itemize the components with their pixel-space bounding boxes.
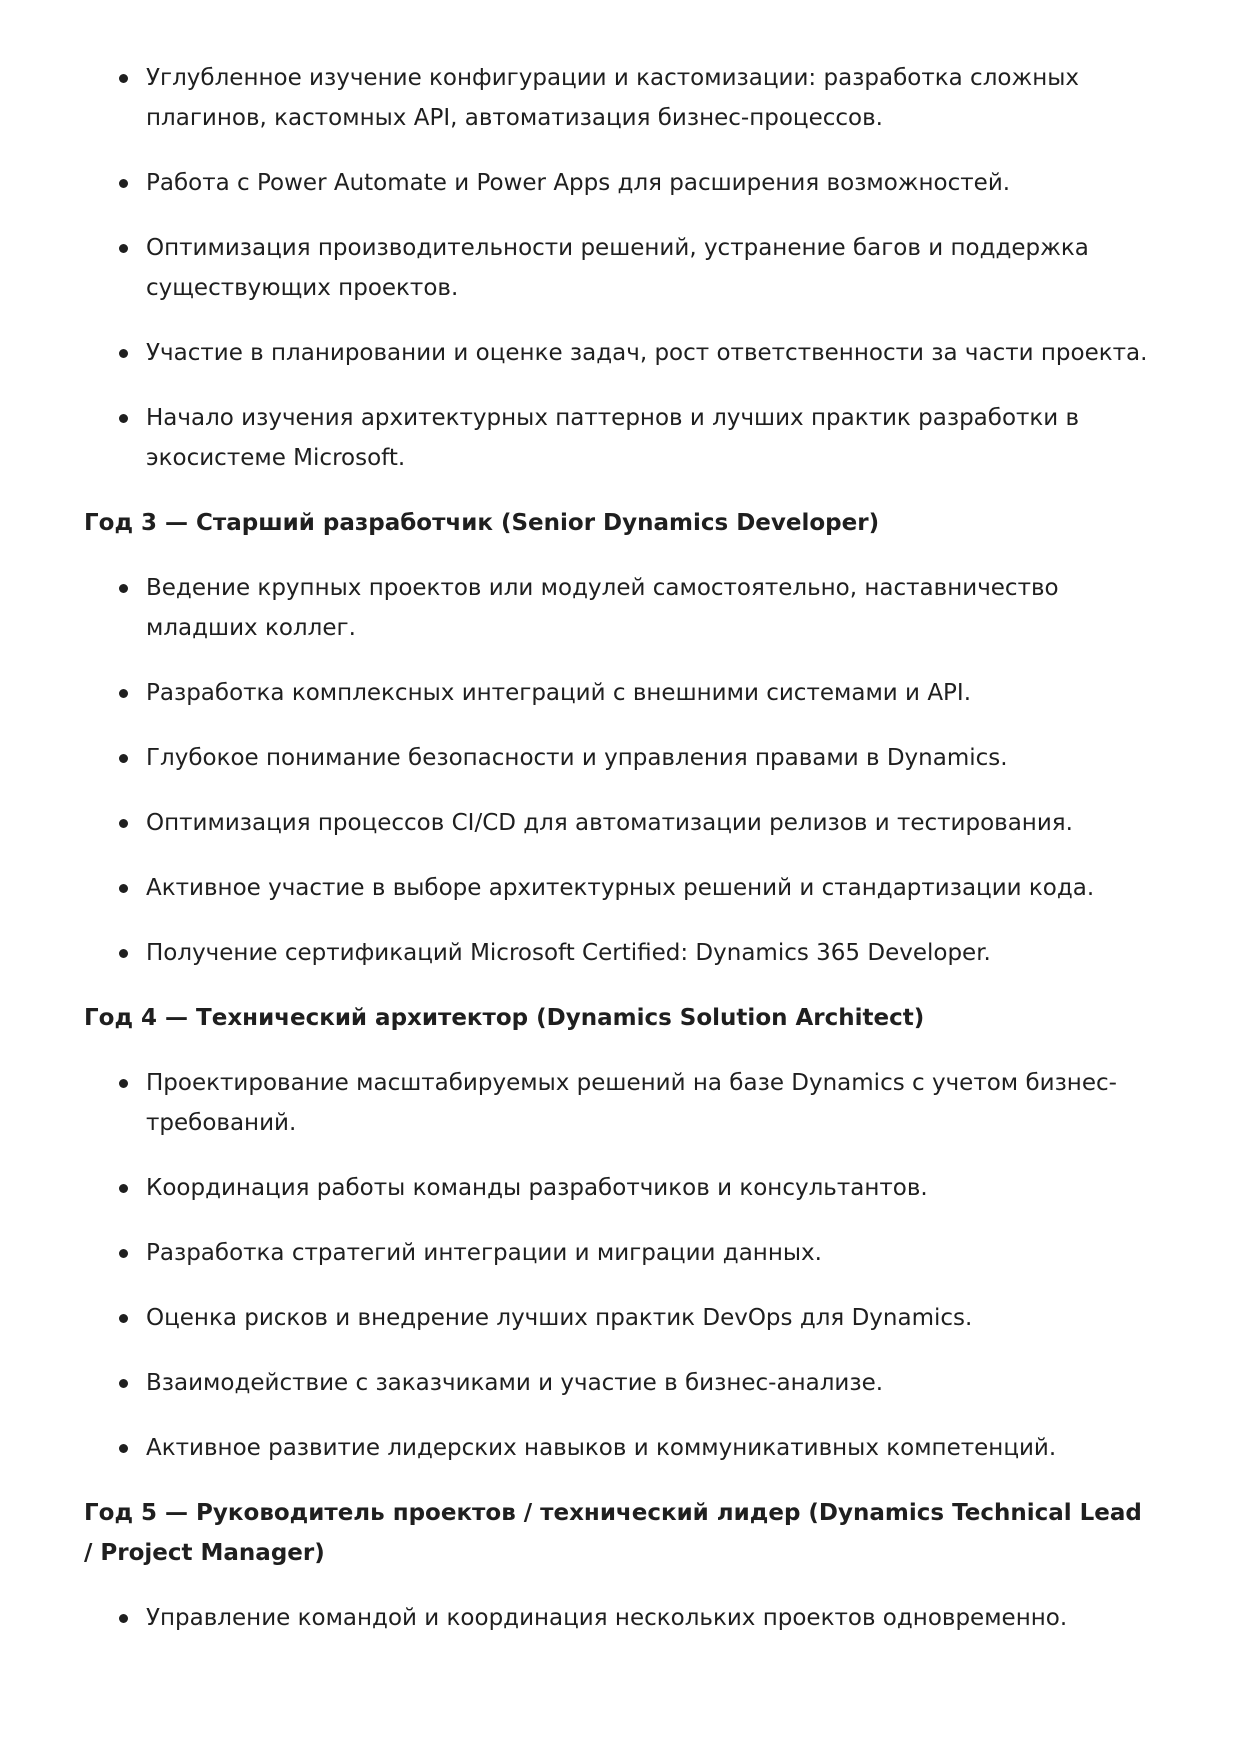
list-item: Управление командой и координация нескольких проектов одновременно.	[84, 1598, 1151, 1638]
list-item: Взаимодействие с заказчиками и участие в бизнес-анализе.	[84, 1363, 1151, 1403]
list-item: Активное развитие лидерских навыков и коммуникативных компетенций.	[84, 1428, 1151, 1468]
list-item: Оптимизация процессов CI/CD для автоматизации релизов и тестирования.	[84, 803, 1151, 843]
year5-heading: Год 5 — Руководитель проектов / технический лидер (Dynamics Technical Lead / Project Manager)	[84, 1500, 1142, 1566]
year4-list	[84, 1063, 1151, 1468]
year5-list	[84, 1598, 1151, 1638]
year3-list	[84, 568, 1151, 973]
list-item: Глубокое понимание безопасности и управления правами в Dynamics.	[84, 738, 1151, 778]
list-item: Разработка стратегий интеграции и миграции данных.	[84, 1233, 1151, 1273]
list-item: Активное участие в выборе архитектурных решений и стандартизации кода.	[84, 868, 1151, 908]
intro-list	[84, 58, 1151, 478]
list-item: Ведение крупных проектов или модулей самостоятельно, наставничество младших коллег.	[84, 568, 1151, 648]
list-item: Оценка рисков и внедрение лучших практик DevOps для Dynamics.	[84, 1298, 1151, 1338]
list-item: Участие в планировании и оценке задач, рост ответственности за части проекта.	[84, 333, 1151, 373]
list-item: Углубленное изучение конфигурации и кастомизации: разработка сложных плагинов, кастомных API, автоматизация бизнес-процессов.	[84, 58, 1151, 138]
list-item: Оптимизация производительности решений, устранение багов и поддержка существующих проектов.	[84, 228, 1151, 308]
year4-heading: Год 4 — Технический архитектор (Dynamics Solution Architect)	[84, 1005, 925, 1031]
list-item: Проектирование масштабируемых решений на базе Dynamics с учетом бизнес-требований.	[84, 1063, 1151, 1143]
list-item: Разработка комплексных интеграций с внешними системами и API.	[84, 673, 1151, 713]
list-item: Получение сертификаций Microsoft Certified: Dynamics 365 Developer.	[84, 933, 1151, 973]
list-item: Координация работы команды разработчиков и консультантов.	[84, 1168, 1151, 1208]
list-item: Начало изучения архитектурных паттернов и лучших практик разработки в экосистеме Microsoft.	[84, 398, 1151, 478]
list-item: Работа с Power Automate и Power Apps для расширения возможностей.	[84, 163, 1151, 203]
year3-heading: Год 3 — Старший разработчик (Senior Dynamics Developer)	[84, 510, 880, 536]
